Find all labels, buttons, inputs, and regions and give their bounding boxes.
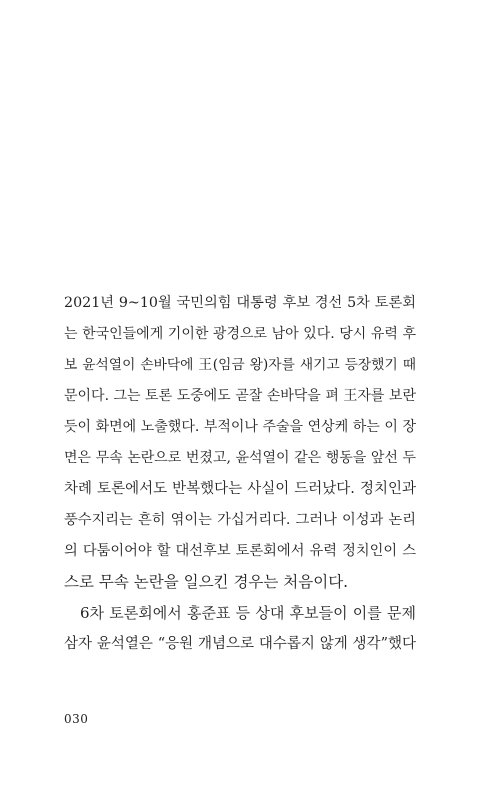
text-line: 듯이 화면에 노출했다. 부적이나 주술을 연상케 하는 이 장 (64, 419, 416, 435)
page-number: 030 (64, 712, 89, 726)
text-line: 풍수지리는 흔히 엮이는 가십거리다. 그러나 이성과 논리 (64, 512, 416, 528)
text-line: 문이다. 그는 토론 도중에도 곧잘 손바닥을 펴 王자를 보란 (64, 388, 416, 404)
text-line: 보 윤석열이 손바닥에 王(임금 왕)자를 새기고 등장했기 때 (64, 357, 416, 373)
text-line: 는 한국인들에게 기이한 광경으로 남아 있다. 당시 유력 후 (64, 326, 416, 342)
body-text (64, 288, 416, 660)
text-line: 면은 무속 논란으로 번졌고, 윤석열이 같은 행동을 앞선 두 (64, 450, 416, 466)
text-line: 차례 토론에서도 반복했다는 사실이 드러났다. 정치인과 (64, 481, 416, 497)
text-line: 6차 토론회에서 홍준표 등 상대 후보들이 이를 문제 (80, 604, 416, 622)
text-line: 의 다툼이어야 할 대선후보 토론회에서 유력 정치인이 스 (64, 543, 416, 559)
text-line: 2021년 9~10월 국민의힘 대통령 후보 경선 5차 토론회 (64, 295, 416, 311)
text-line: 삼자 윤석열은 “응원 개념으로 대수롭지 않게 생각”했다 (64, 636, 416, 652)
text-line: 스로 무속 논란을 일으킨 경우는 처음이다. (64, 573, 349, 591)
